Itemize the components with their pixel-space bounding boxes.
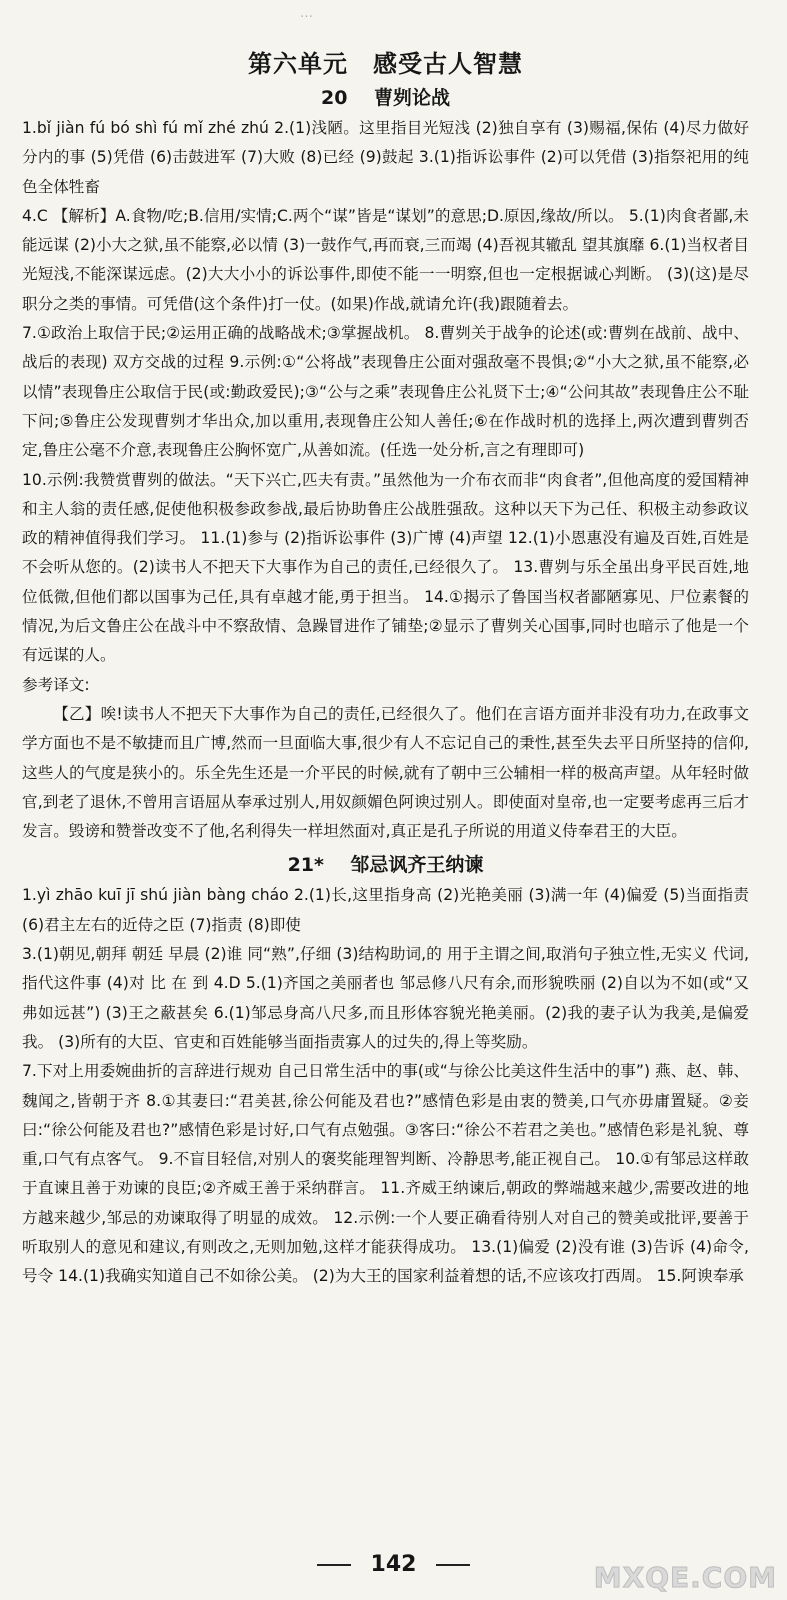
lesson-21-number: 21* [287,854,324,877]
lesson-21-answers-2: 3.(1)朝见,朝拜 朝廷 早晨 (2)谁 同“熟”,仔细 (3)结构助词,的 用于主谓之间,取消句子独立性,无实义 代词,指代这件事 (4)对 比 在 到 4.D 5.(1)齐国之美丽者也 邹忌修八尺有余,而形貌昳丽 (2)自以为不如(或“又弗如远甚”) (3)王之蔽甚矣 6.(1)邹忌身高八尺多,而且形体容貌光艳美丽。(2)我的妻子认为我美,是偏爱我。 (3)所有的大臣、官吏和百姓能够当面指责寡人的过失的,得上等奖励。 [22,945,749,1051]
lesson-20-heading [22,83,749,110]
lesson-21-answers-1: 1.yì zhāo kuī jī shú jiàn bàng cháo 2.(1)长,这里指身高 (2)光艳美丽 (3)满一年 (4)偏爱 (5)当面指责 (6)君主左右的近侍之臣 (7)指责 (8)即使 [22,886,749,934]
reference-translation: 【乙】唉!读书人不把天下大事作为自己的责任,已经很久了。他们在言语方面并非没有功力,在政事文学方面也不是不敏捷而且广博,然而一旦面临大事,很少有人不忘记自己的秉性,甚至失去平日所坚持的信仰,这些人的气度是狭小的。乐全先生还是一介平民的时候,就有了朝中三公辅相一样的极高声望。从年轻时做官,到老了退休,不曾用言语屈从奉承过别人,用奴颜媚色阿谀过别人。即使面对皇帝,也一定要考虑再三后才发言。毁谤和赞誉改变不了他,名利得失一样坦然面对,真正是孔子所说的用道义侍奉君王的大臣。 [22,704,749,841]
lesson-20-title: 曹刿论战 [373,87,450,109]
lesson-20-answers-1: 1.bǐ jiàn fú bó shì fú mǐ zhé zhú 2.(1)浅陋。这里指目光短浅 (2)独自享有 (3)赐福,保佑 (4)尽力做好分内的事 (5)凭借 (6)击鼓进军 (7)大败 (8)已经 (9)鼓起 3.(1)指诉讼事件 (2)可以凭借 (3)指祭祀用的纯色全体牲畜 [22,119,749,196]
lesson-20-number: 20 [321,87,348,109]
page-number: 142 [370,1552,417,1577]
reference-translation-label: 参考译文: [22,675,90,694]
bleed-through-text: … [300,6,315,21]
lesson-20-answers-3: 7.①政治上取信于民;②运用正确的战略战术;③掌握战机。 8.曹刿关于战争的论述(或:曹刿在战前、战中、战后的表现) 双方交战的过程 9.示例:①“公将战”表现鲁庄公面对强敌毫不畏惧;②“小大之狱,虽不能察,必以情”表现鲁庄公取信于民(或:勤政爱民);③“公与之乘”表现鲁庄公礼贤下士;④“公问其故”表现鲁庄公不耻下问;⑤鲁庄公发现曹刿才华出众,加以重用,表现鲁庄公知人善任;⑥在作战时机的选择上,两次遭到曹刿否定,鲁庄公毫不介意,表现鲁庄公胸怀宽广,从善如流。(任选一处分析,言之有理即可) [22,324,749,460]
lesson-21-answers-3: 7.下对上用委婉曲折的言辞进行规劝 自己日常生活中的事(或“与徐公比美这件生活中的事”) 燕、赵、韩、魏闻之,皆朝于齐 8.①其妻曰:“君美甚,徐公何能及君也?”感情色彩是由衷的赞美,口气亦毋庸置疑。②妾曰:“徐公何能及君也?”感情色彩是讨好,口气有点勉强。③客曰:“徐公不若君之美也。”感情色彩是礼貌、尊重,口气有点客气。 9.不盲目轻信,对别人的褒奖能理智判断、冷静思考,能正视自己。 10.①有邹忌这样敢于直谏且善于劝谏的良臣;②齐威王善于采纳群言。 11.齐威王纳谏后,朝政的弊端越来越少,需要改进的地方越来越少,邹忌的劝谏取得了明显的成效。 12.示例:一个人要正确看待别人对自己的赞美或批评,要善于听取别人的意见和建议,有则改之,无则加勉,这样才能获得成功。 13.(1)偏爱 (2)没有谁 (3)告诉 (4)命令,号令 14.(1)我确实知道自己不如徐公美。 (2)为大王的国家利益着想的话,不应该攻打西周。 15.阿谀奉承 [22,1062,749,1286]
footer-dash-left [317,1564,351,1566]
footer-dash-right [436,1564,470,1566]
unit-title: 第六单元 感受古人智慧 [248,49,523,78]
watermark-logo: MXQE.COM [593,1561,777,1594]
lesson-21-title: 邹忌讽齐王纳谏 [350,854,484,877]
lesson-20-answers-4: 10.示例:我赞赏曹刿的做法。“天下兴亡,匹夫有责。”虽然他为一介布衣而非“肉食者”,但他高度的爱国精神和主人翁的责任感,促使他积极参政参战,最后协助鲁庄公战胜强敌。这种以天下为己任、积极主动参政议政的精神值得我们学习。 11.(1)参与 (2)指诉讼事件 (3)广博 (4)声望 12.(1)小恩惠没有遍及百姓,百姓是不会听从您的。(2)读书人不把天下大事作为自己的责任,已经很久了。 13.曹刿与乐全虽出身平民百姓,地位低微,但他们都以国事为己任,具有卓越才能,勇于担当。 14.①揭示了鲁国当权者鄙陋寡见、尸位素餐的情况,为后文鲁庄公在战斗中不察敌情、急躁冒进作了铺垫;②显示了曹刿关心国事,同时也暗示了他是一个有远谋的人。 [22,470,749,665]
lesson-21-heading [22,850,749,877]
lesson-20-answers-2: 4.C 【解析】A.食物/吃;B.信用/实情;C.两个“谋”皆是“谋划”的意思;D.原因,缘故/所以。 5.(1)肉食者鄙,未能远谋 (2)小大之狱,虽不能察,必以情 (3)一鼓作气,再而衰,三而竭 (4)吾视其辙乱 望其旗靡 6.(1)当权者目光短浅,不能深谋远虑。(2)大大小小的诉讼事件,即使不能一一明察,但也一定根据诚心判断。 (3)(这)是尽职分之类的事情。可凭借(这个条件)打一仗。(如果)作战,就请允许(我)跟随着去。 [22,206,749,313]
